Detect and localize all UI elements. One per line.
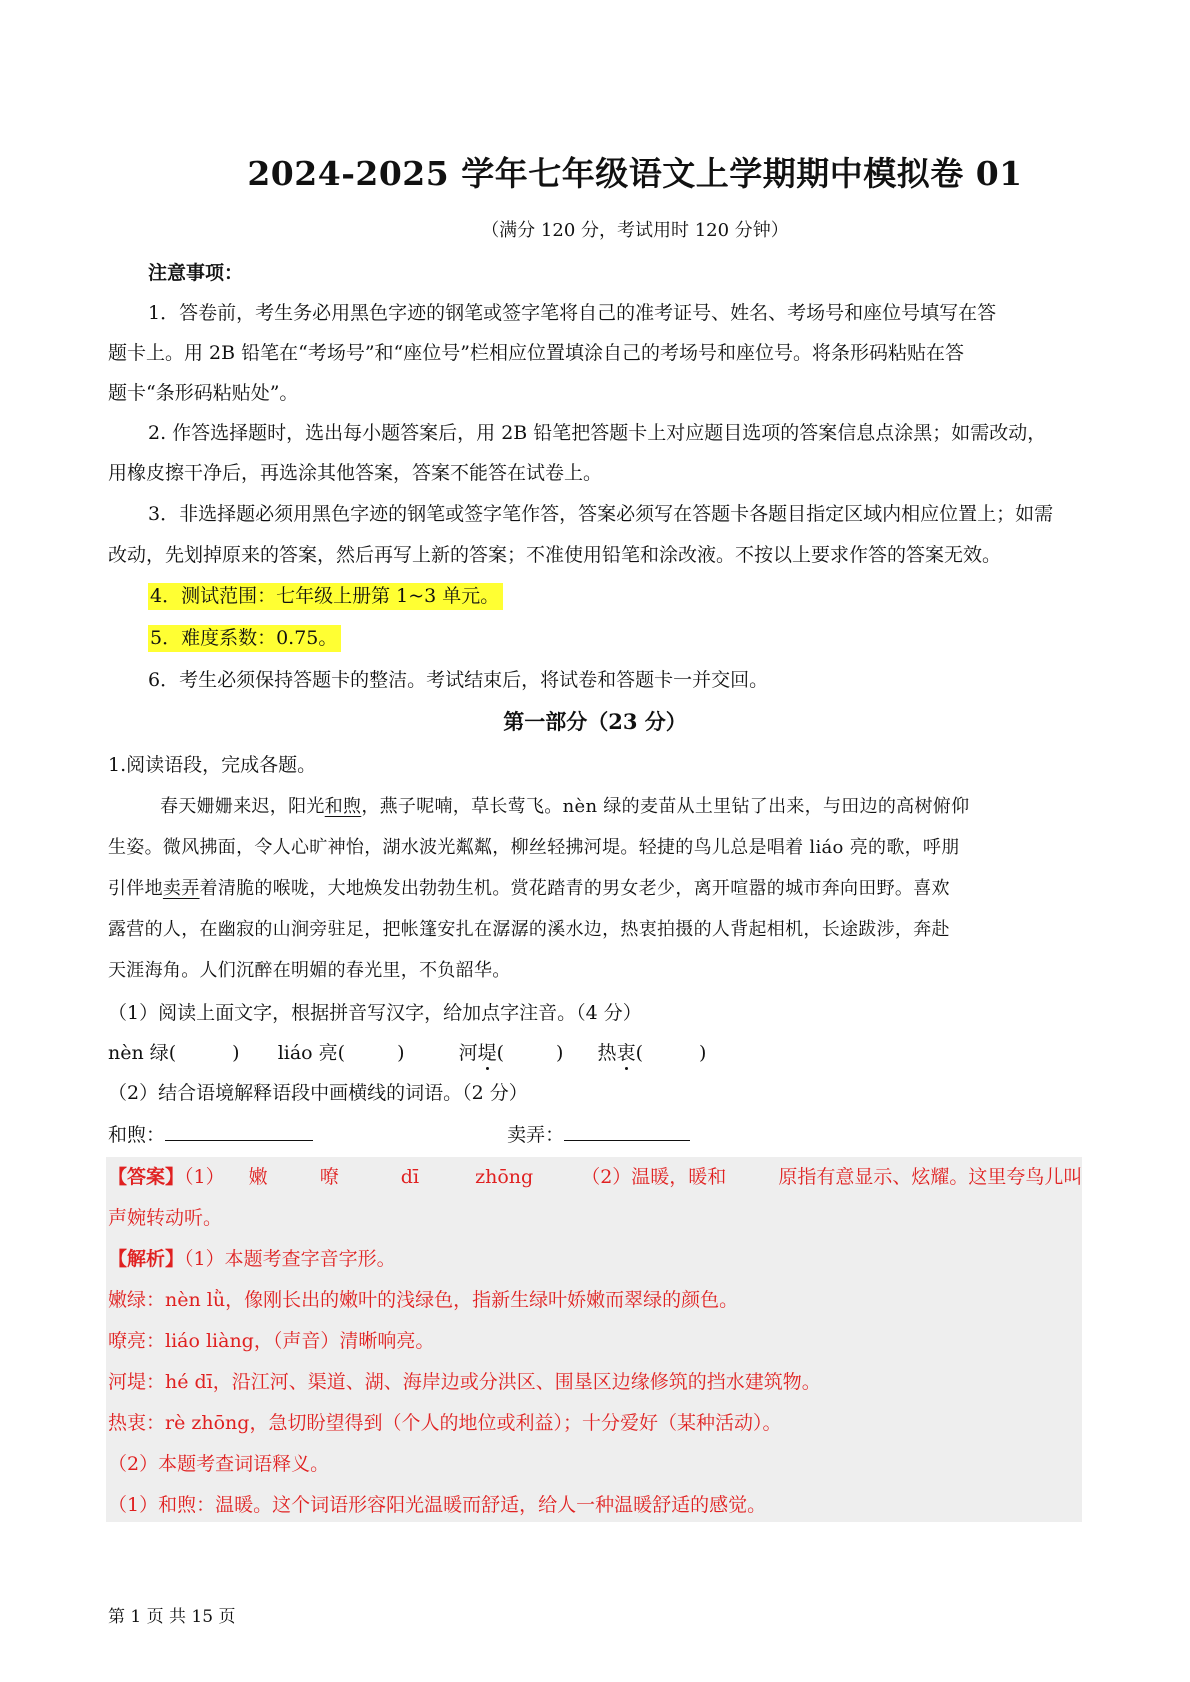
notice-line: 题卡“条形码粘贴处”。 bbox=[108, 382, 299, 404]
passage-line: 天涯海角。人们沉醉在明媚的春光里，不负韶华。 bbox=[108, 960, 511, 981]
notice-line: 6．考生必须保持答题卡的整洁。考试结束后，将试卷和答题卡一并交回。 bbox=[148, 669, 769, 691]
analysis-line: 河堤：hé dī，沿江河、渠道、湖、海岸边或分洪区、围垦区边缘修筑的挡水建筑物。 bbox=[108, 1371, 821, 1393]
subquestion-2: （2）结合语境解释语段中画横线的词语。（2 分） bbox=[108, 1082, 528, 1104]
subquestion-1: （1）阅读上面文字，根据拼音写汉字，给加点字注音。（4 分） bbox=[108, 1002, 642, 1024]
page-subtitle: （满分 120 分，考试用时 120 分钟） bbox=[481, 220, 789, 241]
passage-line: 引伴地卖弄着清脆的喉咙，大地焕发出勃勃生机。赏花踏青的男女老少，离开喧嚣的城市奔向田野。喜欢 bbox=[108, 878, 950, 899]
analysis-tag: 【解析】 bbox=[108, 1248, 185, 1270]
dotted-char-zhong: 衷 bbox=[616, 1042, 636, 1064]
question-intro: 1.阅读语段，完成各题。 bbox=[108, 754, 317, 776]
dotted-char-di: 堤 bbox=[477, 1042, 497, 1064]
fill-in-row: nèn 绿( ) liáo 亮( ) 河堤( ) 热衷( ) bbox=[108, 1042, 707, 1064]
answer-blank[interactable] bbox=[564, 1122, 690, 1141]
highlight-difficulty: 5．难度系数：0.75。 bbox=[148, 625, 341, 652]
passage-line: 春天姗姗来迟，阳光和煦，燕子呢喃，草长莺飞。nèn 绿的麦苗从土里钻了出来，与田边的高树俯仰 bbox=[160, 796, 970, 817]
notice-line: 1．答卷前，考生务必用黑色字迹的钢笔或签字笔将自己的准考证号、姓名、考场号和座位号填写在答 bbox=[148, 302, 997, 324]
highlight-test-range: 4．测试范围：七年级上册第 1~3 单元。 bbox=[148, 583, 503, 610]
page-title: 2024-2025 学年七年级语文上学期期中模拟卷 01 bbox=[247, 154, 1023, 193]
notice-line: 改动，先划掉原来的答案，然后再写上新的答案；不准使用铅笔和涂改液。不按以上要求作答的答案无效。 bbox=[108, 544, 1002, 566]
passage-line: 生姿。微风拂面，令人心旷神怡，湖水波光粼粼，柳丝轻拂河堤。轻捷的鸟儿总是唱着 liáo 亮的歌，呼朋 bbox=[108, 837, 960, 858]
fill-item: nèn 绿( bbox=[108, 1042, 177, 1064]
section-title: 第一部分（23 分） bbox=[503, 709, 687, 734]
passage-line: 露营的人，在幽寂的山涧旁驻足，把帐篷安扎在潺潺的溪水边，热衷拍摄的人背起相机，长途跋涉，奔赴 bbox=[108, 919, 950, 940]
word-label-mainong: 卖弄： bbox=[507, 1124, 565, 1146]
analysis-line: （1）和煦：温暖。这个词语形容阳光温暖而舒适，给人一种温暖舒适的感觉。 bbox=[108, 1494, 767, 1516]
answer-line: 【答案】（1） 嫩 嘹 dī zhōng （2）温暖，暖和 原指有意显示、炫耀。这里夸鸟儿叫 bbox=[108, 1166, 1083, 1188]
word-label-hexu: 和煦： bbox=[108, 1124, 166, 1146]
notice-line: 题卡上。用 2B 铅笔在“考场号”和“座位号”栏相应位置填涂自己的考场号和座位号。将条形码粘贴在答 bbox=[108, 342, 964, 364]
notice-line: 2. 作答选择题时，选出每小题答案后，用 2B 铅笔把答题卡上对应题目选项的答案信息点涂黑；如需改动， bbox=[148, 422, 1047, 444]
analysis-line: （2）本题考查词语释义。 bbox=[108, 1453, 330, 1475]
analysis-line: 热衷：rè zhōng，急切盼望得到（个人的地位或利益）；十分爱好（某种活动）。 bbox=[108, 1412, 782, 1434]
answer-blank[interactable] bbox=[165, 1122, 313, 1141]
notice-line: 3．非选择题必须用黑色字迹的钢笔或签字笔作答，答案必须写在答题卡各题目指定区域内相应位置上；如需 bbox=[148, 503, 1054, 525]
underlined-word-mainong: 卖弄 bbox=[162, 878, 200, 899]
notice-line-highlighted-4 bbox=[148, 581, 503, 608]
notice-line: 用橡皮擦干净后，再选涂其他答案，答案不能答在试卷上。 bbox=[108, 462, 603, 484]
page-number: 第 1 页 共 15 页 bbox=[108, 1607, 236, 1627]
notice-line-highlighted-5 bbox=[148, 623, 341, 650]
notice-heading: 注意事项： bbox=[148, 262, 244, 284]
answer-line: 声婉转动听。 bbox=[108, 1207, 223, 1229]
answer-tag: 【答案】 bbox=[108, 1166, 185, 1188]
analysis-line: 嫩绿：nèn lǜ，像刚长出的嫩叶的浅绿色，指新生绿叶娇嫩而翠绿的颜色。 bbox=[108, 1289, 739, 1311]
analysis-line: 嘹亮：liáo liàng，（声音）清晰响亮。 bbox=[108, 1330, 435, 1352]
word-explain-row bbox=[108, 1120, 690, 1147]
analysis-line: 【解析】（1）本题考查字音字形。 bbox=[108, 1248, 396, 1270]
fill-item: liáo 亮( bbox=[277, 1042, 346, 1064]
underlined-word-hexu: 和煦 bbox=[324, 796, 362, 817]
